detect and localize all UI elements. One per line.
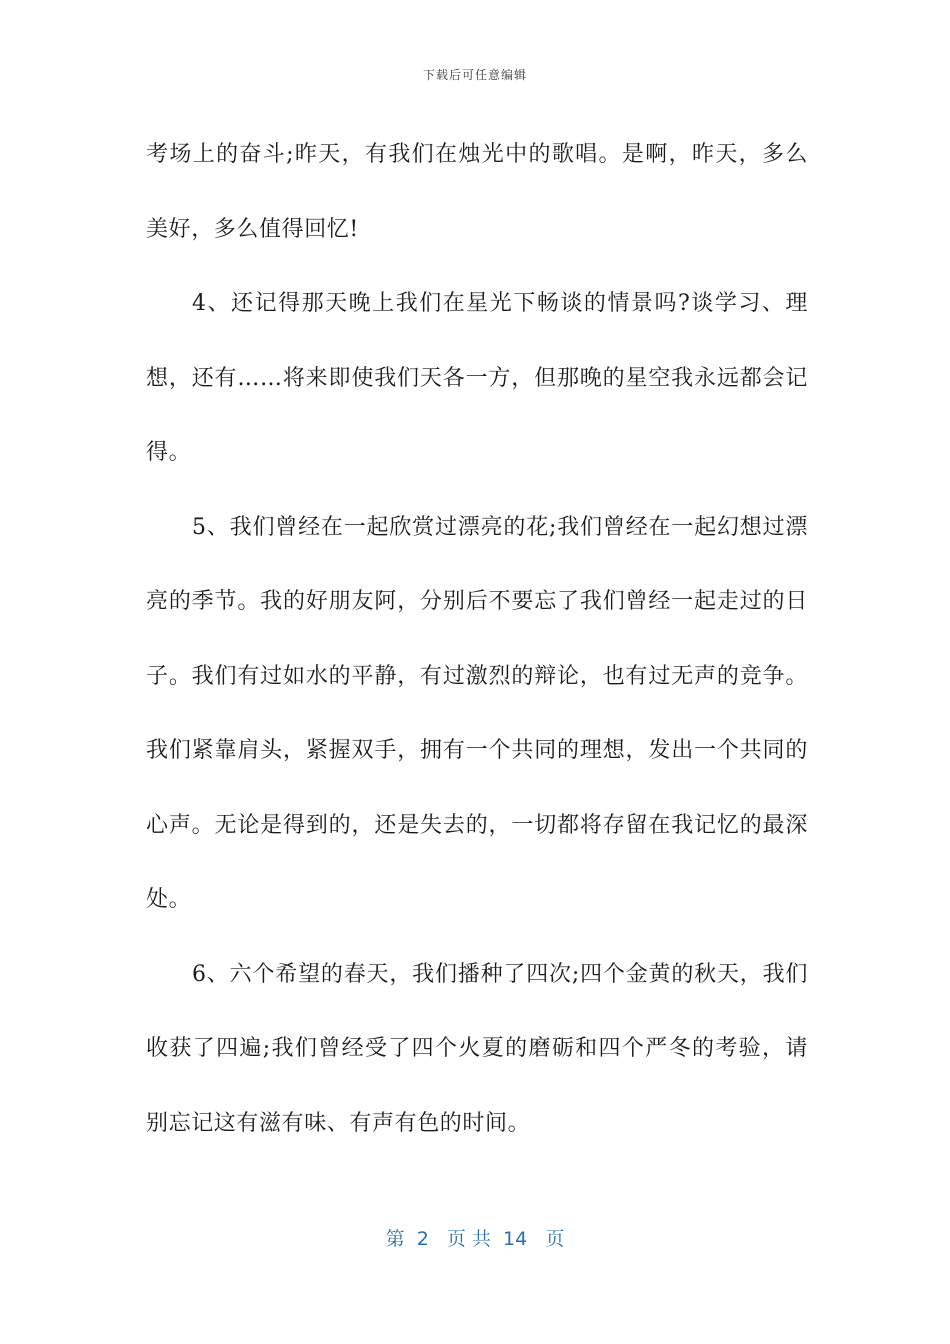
paragraph-continuation: 考场上的奋斗;昨天，有我们在烛光中的歌唱。是啊，昨天，多么美好，多么值得回忆! [146, 142, 808, 242]
paragraph-4: 4、还记得那天晚上我们在星光下畅谈的情景吗?谈学习、理想，还有……将来即使我们天各一方，但那晚的星空我永远都会记得。 [146, 291, 808, 465]
document-body [146, 118, 808, 1161]
header-note: 下载后可任意编辑 [422, 68, 527, 82]
paragraph-5: 5、我们曾经在一起欣赏过漂亮的花;我们曾经在一起幻想过漂亮的季节。我的好朋友阿，分别后不要忘了我们曾经一起走过的日子。我们有过如水的平静，有过激烈的辩论，也有过无声的竞争。我们紧靠肩头，紧握双手，拥有一个共同的理想，发出一个共同的心声。无论是得到的，还是失去的，一切都将存留在我记忆的最深处。 [146, 514, 808, 912]
paragraph-6: 6、六个希望的春天，我们播种了四次;四个金黄的秋天，我们收获了四遍;我们曾经受了四个火夏的磨砺和四个严冬的考验，请别忘记这有滋有味、有声有色的时间。 [146, 961, 808, 1136]
page-number-footer: 第 2 页 共 14 页 [385, 1228, 565, 1250]
